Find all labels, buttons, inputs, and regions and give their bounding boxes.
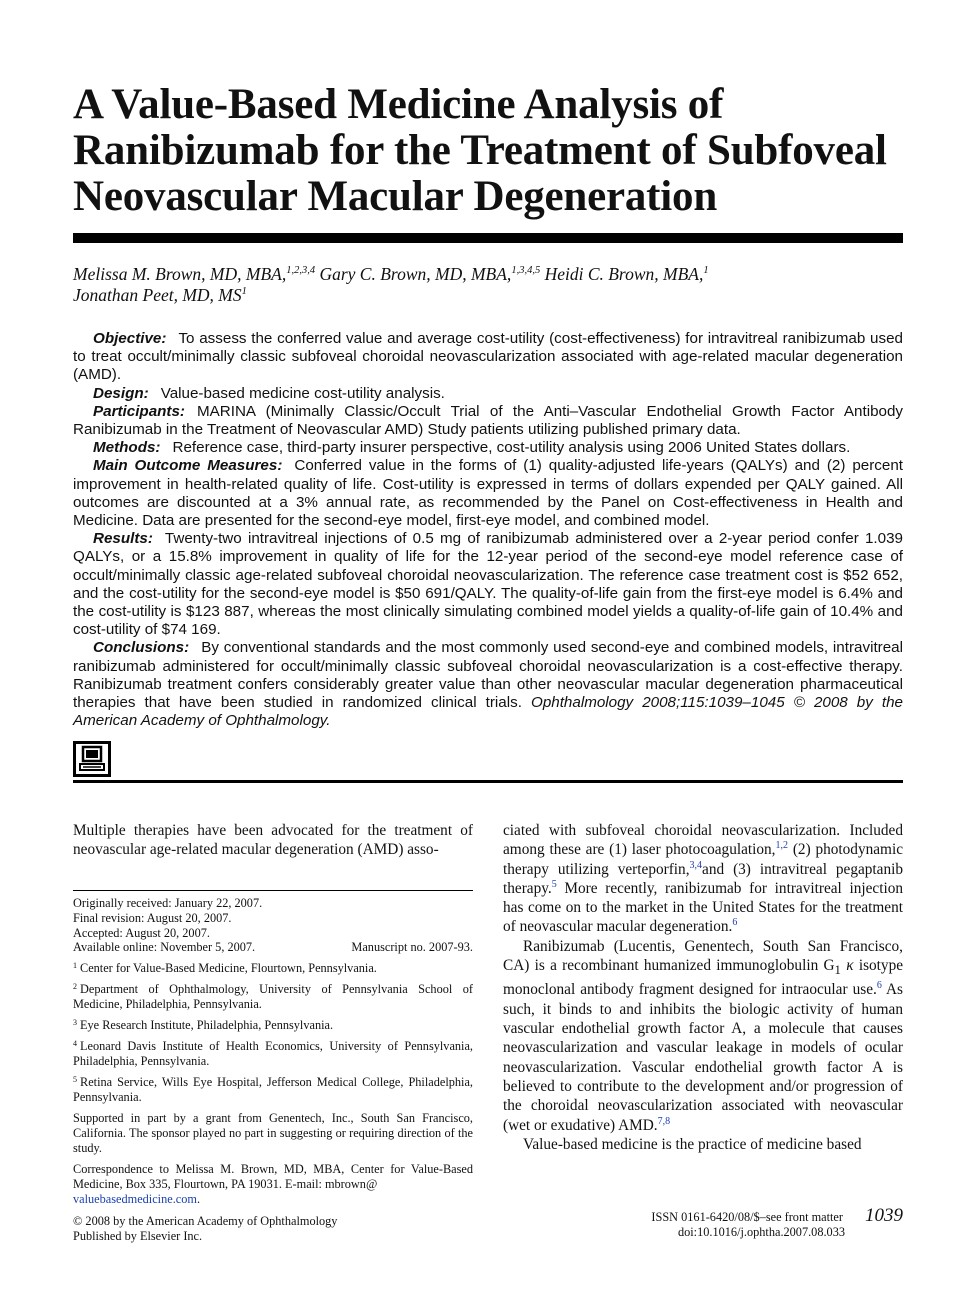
kappa-symbol: κ xyxy=(846,957,854,975)
abstract-objective xyxy=(73,330,903,385)
page-number: 1039 xyxy=(865,1205,903,1226)
author-name: Gary C. Brown, MD, MBA, xyxy=(319,264,512,284)
abstract-divider xyxy=(73,780,903,783)
design-label: Design: xyxy=(93,384,149,402)
email-link[interactable]: valuebasedmedicine.com xyxy=(73,1192,197,1207)
title-line-2: Ranibizumab for the Treatment of Subfoveal xyxy=(73,127,887,174)
body-paragraph: Value-based medicine is the practice of medicine based xyxy=(523,1135,862,1153)
abstract-design xyxy=(73,385,903,403)
methods-label: Methods: xyxy=(93,439,161,457)
reference-link[interactable]: 7,8 xyxy=(657,1115,671,1127)
author-name: Heidi C. Brown, MBA, xyxy=(544,264,704,284)
author-affiliation: 1 xyxy=(703,265,709,276)
accepted-date: Accepted: August 20, 2007. xyxy=(73,925,210,940)
participants-label: Participants: xyxy=(93,402,185,420)
paragraph-text: and (3) intravitreal pegaptanib therapy. xyxy=(503,860,904,897)
objective-text: To assess the conferred value and average cost-utility (cost-effectiveness) for intravitreal ranibizumab used to treat occult/minimally classic subfoveal choroidal neovascularization associated with age-related macular degeneration (AMD). xyxy=(73,330,903,384)
affiliation-item xyxy=(73,1039,473,1069)
article-title xyxy=(73,82,913,220)
affiliation-text: Eye Research Institute, Philadelphia, Pennsylvania. xyxy=(80,1018,334,1033)
issn-line: ISSN 0161-6420/08/$–see front matter xyxy=(651,1210,843,1224)
body-column-right xyxy=(503,821,903,1154)
body-paragraph xyxy=(503,937,903,1135)
title-line-1: A Value-Based Medicine Analysis of xyxy=(73,81,724,128)
affiliation-number: 4 xyxy=(73,1039,77,1049)
correspondence-text: Correspondence to Melissa M. Brown, MD, MBA, Center for Value-Based Medicine, Box 335, Flourtown, PA 19031. E-mail: mbrown@ xyxy=(73,1162,473,1192)
affiliation-item xyxy=(73,961,473,976)
online-date: Available online: November 5, 2007. xyxy=(73,940,256,955)
received-date: Originally received: January 22, 2007. xyxy=(73,896,263,910)
intro-paragraph: Multiple therapies have been advocated for the treatment of neovascular age-related macular degeneration (AMD) asso- xyxy=(73,822,473,859)
participants-text: MARINA (Minimally Classic/Occult Trial of the Anti–Vascular Endothelial Growth Factor Antibody Ranibizumab in the Treatment of Neovascular AMD) Study patients utilizing published primary data. xyxy=(73,402,903,439)
outcome-label: Main Outcome Measures: xyxy=(93,457,283,475)
abstract-results xyxy=(73,530,903,639)
body-paragraph xyxy=(503,821,903,937)
abstract-outcome xyxy=(73,457,903,530)
funding-note: Supported in part by a grant from Genentech, Inc., South San Francisco, California. The sponsor played no part in suggesting or requiring direction of the study. xyxy=(73,1111,473,1156)
online-row xyxy=(73,940,473,955)
author-name: Melissa M. Brown, MD, MBA, xyxy=(73,264,287,284)
journal-citation: Ophthalmology 2008;115:1039–1045 © 2008 by the American Academy of Ophthalmology. xyxy=(73,694,903,730)
reference-link[interactable]: 1,2 xyxy=(775,840,789,852)
footnote-divider xyxy=(73,890,473,891)
author-list xyxy=(73,264,913,306)
abstract xyxy=(73,330,903,730)
manuscript-number: Manuscript no. 2007-93. xyxy=(351,940,473,955)
outcome-text: Conferred value in the forms of (1) quality-adjusted life-years (QALYs) and (2) percent improvement in health-related quality of life. Cost-utility is expressed in terms of dollars expended per QALY gained. All outcomes are discounted at a 3% annual rate, as recommended by the Panel on Cost-effectiveness in Health and Medicine. Data are presented for the second-eye model, first-eye model, and combined model. xyxy=(73,457,903,530)
results-label: Results: xyxy=(93,530,153,548)
reference-link[interactable]: 3,4 xyxy=(689,859,703,871)
affiliation-text: Department of Ophthalmology, University of Pennsylvania School of Medicine, Philadelphia, Pennsylvania. xyxy=(73,982,473,1012)
doi-line: doi:10.1016/j.ophtha.2007.08.033 xyxy=(677,1225,845,1239)
paragraph-text: As such, it binds to and inhibits the biologic activity of human vascular endothelial growth factor A, a molecule that causes neovascularization and vascular leakage in models of ocular neovascularization. Vascular endothelial growth factor A is believed to contribute to the development and/or progression of the choroidal neovascularization associated with neovascular (wet or exudative) AMD. xyxy=(503,981,903,1134)
affiliation-number: 2 xyxy=(73,982,77,992)
affiliation-item xyxy=(73,1018,473,1033)
email-end: . xyxy=(196,1192,201,1207)
title-divider xyxy=(73,233,903,243)
author-name: Jonathan Peet, MD, MS xyxy=(73,285,242,305)
paragraph-text: ciated with subfoveal choroidal neovascularization. Included among these are (1) laser photocoagulation, xyxy=(503,822,903,859)
paragraph-text: Ranibizumab (Lucentis, Genentech, South San Francisco, CA) is a recombinant humanized immunoglobulin G xyxy=(503,937,903,975)
conclusions-text: By conventional standards and the most commonly used second-eye and combined models, intravitreal ranibizumab administered for occult/minimally classic subfoveal choroidal neovascularization is a cost-effective therapy. Ranibizumab treatment confers considerably greater value than other neovascular macular degeneration pharmaceutical therapies that have been studied in randomized clinical trials. xyxy=(73,639,903,712)
issn-row xyxy=(600,1205,903,1226)
abstract-methods xyxy=(73,439,903,457)
affiliation-text: Center for Value-Based Medicine, Flourtown, Pennsylvania. xyxy=(80,961,377,976)
publisher-line: Published by Elsevier Inc. xyxy=(73,1229,203,1243)
copyright-line: © 2008 by the American Academy of Ophthalmology xyxy=(73,1214,338,1228)
body-column-left xyxy=(73,821,473,860)
paragraph-text: More recently, ranibizumab for intravitreal injection has come on to the market in the United States for the treatment of neovascular macular degeneration. xyxy=(503,879,903,936)
author-affiliation: 1,2,3,4 xyxy=(286,265,316,276)
affiliation-number: 3 xyxy=(73,1018,77,1028)
footnotes xyxy=(73,896,473,1207)
affiliation-number: 5 xyxy=(73,1075,77,1085)
methods-text: Reference case, third-party insurer perspective, cost-utility analysis using 2006 United States dollars. xyxy=(172,439,851,457)
reference-link[interactable]: 6 xyxy=(876,980,882,992)
title-line-3: Neovascular Macular Degeneration xyxy=(73,173,718,220)
affiliation-item xyxy=(73,1075,473,1105)
abstract-conclusions xyxy=(73,639,903,730)
results-text: Twenty-two intravitreal injections of 0.5 mg of ranibizumab administered over a 2-year period confer 1.039 QALYs, or a 15.8% improvement in quality of life for the 12-year period of the second-eye model reference case of occult/minimally classic age-related subfoveal choroidal neovascularization. The reference case treatment cost is $52 652, and the cost-utility for the second-eye model is $50 691/QALY. The quality-of-life gain from the first-eye model is 6.4% and the cost-utility is $123 887, whereas the most clinically simulating combined model yields a quality-of-life gain of 10.4% and cost-utility of $74 169. xyxy=(73,530,903,639)
author-affiliation: 1 xyxy=(241,286,247,297)
author-affiliation: 1,3,4,5 xyxy=(511,265,541,276)
reference-link[interactable]: 6 xyxy=(732,917,738,929)
affiliation-number: 1 xyxy=(73,961,77,971)
monitor-icon xyxy=(76,744,108,774)
abstract-participants xyxy=(73,403,903,439)
manuscript-dates xyxy=(73,896,473,955)
subscript: 1 xyxy=(834,963,841,978)
conclusions-label: Conclusions: xyxy=(93,639,190,657)
objective-label: Objective: xyxy=(93,330,167,347)
affiliation-text: Leonard Davis Institute of Health Economics, University of Pennsylvania, Philadelphia, Pennsylvania. xyxy=(73,1039,473,1069)
footer-right xyxy=(600,1205,903,1240)
affiliation-item xyxy=(73,982,473,1012)
affiliation-text: Retina Service, Wills Eye Hospital, Jefferson Medical College, Philadelphia, Pennsylvania. xyxy=(73,1075,473,1105)
design-text: Value-based medicine cost-utility analysis. xyxy=(160,384,445,402)
computer-icon xyxy=(73,741,111,777)
paragraph-text: isotype monoclonal antibody fragment designed for intraocular use. xyxy=(503,957,904,999)
reference-link[interactable]: 5 xyxy=(551,878,557,890)
footer-left xyxy=(73,1214,473,1244)
revision-date: Final revision: August 20, 2007. xyxy=(73,910,232,925)
paragraph-text: (2) photodynamic therapy utilizing verteporfin, xyxy=(503,841,903,878)
correspondence-note xyxy=(73,1162,473,1207)
